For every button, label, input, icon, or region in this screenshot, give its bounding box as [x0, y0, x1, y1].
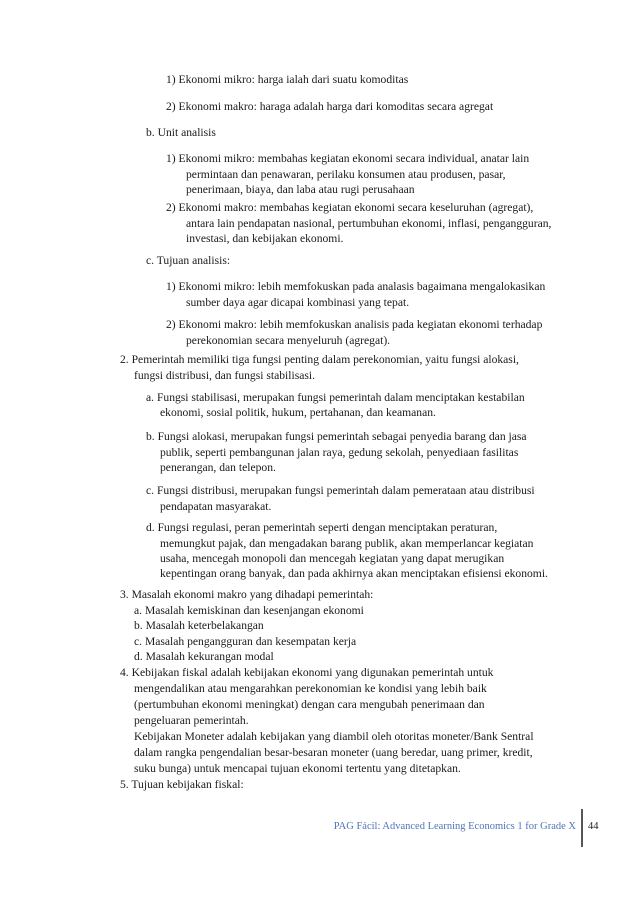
text-line: 2. Pemerintah memiliki tiga fungsi penting dalam perekonomian, yaitu fungsi alokasi, — [120, 353, 519, 366]
text-line: 1) Ekonomi mikro: membahas kegiatan ekonomi secara individual, anatar lain — [166, 152, 530, 165]
text-line: suku bunga) untuk mencapai tujuan ekonomi tertentu yang ditetapkan. — [134, 762, 461, 775]
text-line: kepentingan orang banyak, dan pada akhirnya akan menciptakan efisiensi ekonomi. — [160, 567, 548, 580]
footer-title: PAG Fácil: Advanced Learning Economics 1 for Grade X — [333, 821, 576, 832]
text-line: c. Masalah pengangguran dan kesempatan kerja — [134, 635, 357, 648]
footer-divider — [581, 809, 583, 847]
text-line: b. Masalah keterbelakangan — [134, 619, 264, 632]
page-number: 44 — [588, 821, 599, 832]
text-line: b. Unit analisis — [146, 126, 216, 139]
text-line: permintaan dan penawaran, perilaku konsumen atau produsen, pasar, — [186, 168, 506, 181]
text-line: sumber daya agar dicapai kombinasi yang tepat. — [186, 296, 410, 309]
text-line: mengendalikan atau mengarahkan perekonomian ke kondisi yang lebih baik — [134, 682, 487, 695]
text-line: b. Fungsi alokasi, merupakan fungsi pemerintah sebagai penyedia barang dan jasa — [146, 430, 527, 443]
text-line: fungsi distribusi, dan fungsi stabilisasi. — [134, 369, 315, 382]
text-line: penerangan, dan telepon. — [160, 461, 276, 474]
text-line: a. Fungsi stabilisasi, merupakan fungsi pemerintah dalam menciptakan kestabilan — [146, 391, 525, 404]
text-line: 2) Ekonomi makro: haraga adalah harga dari komoditas secara agregat — [166, 100, 494, 113]
text-line: c. Fungsi distribusi, merupakan fungsi pemerintah dalam pemerataan atau distribusi — [146, 484, 535, 497]
text-line: perekonomian secara menyeluruh (agregat). — [186, 334, 391, 347]
text-line: d. Masalah kekurangan modal — [134, 650, 274, 663]
text-line: investasi, dan kebijakan ekonomi. — [186, 232, 344, 245]
text-line: 2) Ekonomi makro: membahas kegiatan ekonomi secara keseluruhan (agregat), — [166, 201, 534, 214]
text-line: (pertumbuhan ekonomi meningkat) dengan cara mengubah penerimaan dan — [134, 698, 485, 711]
text-line: 3. Masalah ekonomi makro yang dihadapi pemerintah: — [120, 588, 374, 601]
text-line: antara lain pendapatan nasional, pertumbuhan ekonomi, inflasi, pengangguran, — [186, 217, 552, 230]
text-line: 5. Tujuan kebijakan fiskal: — [120, 778, 244, 791]
text-line: ekonomi, sosial politik, hukum, pertahanan, dan keamanan. — [160, 406, 436, 419]
text-line: pengeluaran pemerintah. — [134, 714, 249, 727]
text-line: dalam rangka pengendalian besar-besaran moneter (uang beredar, uang primer, kredit, — [134, 746, 533, 759]
text-line: Kebijakan Moneter adalah kebijakan yang diambil oleh otoritas moneter/Bank Sentral — [134, 730, 534, 743]
text-line: penerimaan, biaya, dan laba atau rugi perusahaan — [186, 183, 415, 196]
text-line: usaha, mencegah monopoli dan mencegah kegiatan yang dapat merugikan — [160, 552, 505, 565]
text-line: d. Fungsi regulasi, peran pemerintah seperti dengan menciptakan peraturan, — [146, 521, 498, 534]
text-line: publik, seperti pembangunan jalan raya, gedung sekolah, penyediaan fasilitas — [160, 446, 519, 459]
text-line: c. Tujuan analisis: — [146, 254, 231, 267]
text-line: 1) Ekonomi mikro: lebih memfokuskan pada analasis bagaimana mengalokasikan — [166, 280, 546, 293]
text-line: pendapatan masyarakat. — [160, 500, 272, 513]
text-line: a. Masalah kemiskinan dan kesenjangan ekonomi — [134, 604, 364, 617]
text-line: 2) Ekonomi makro: lebih memfokuskan analisis pada kegiatan ekonomi terhadap — [166, 318, 543, 331]
text-line: 1) Ekonomi mikro: harga ialah dari suatu komoditas — [166, 73, 409, 86]
text-line: 4. Kebijakan fiskal adalah kebijakan ekonomi yang digunakan pemerintah untuk — [120, 666, 494, 679]
text-line: memungkut pajak, dan mengadakan barang publik, akan memperlancar kegiatan — [160, 537, 534, 550]
